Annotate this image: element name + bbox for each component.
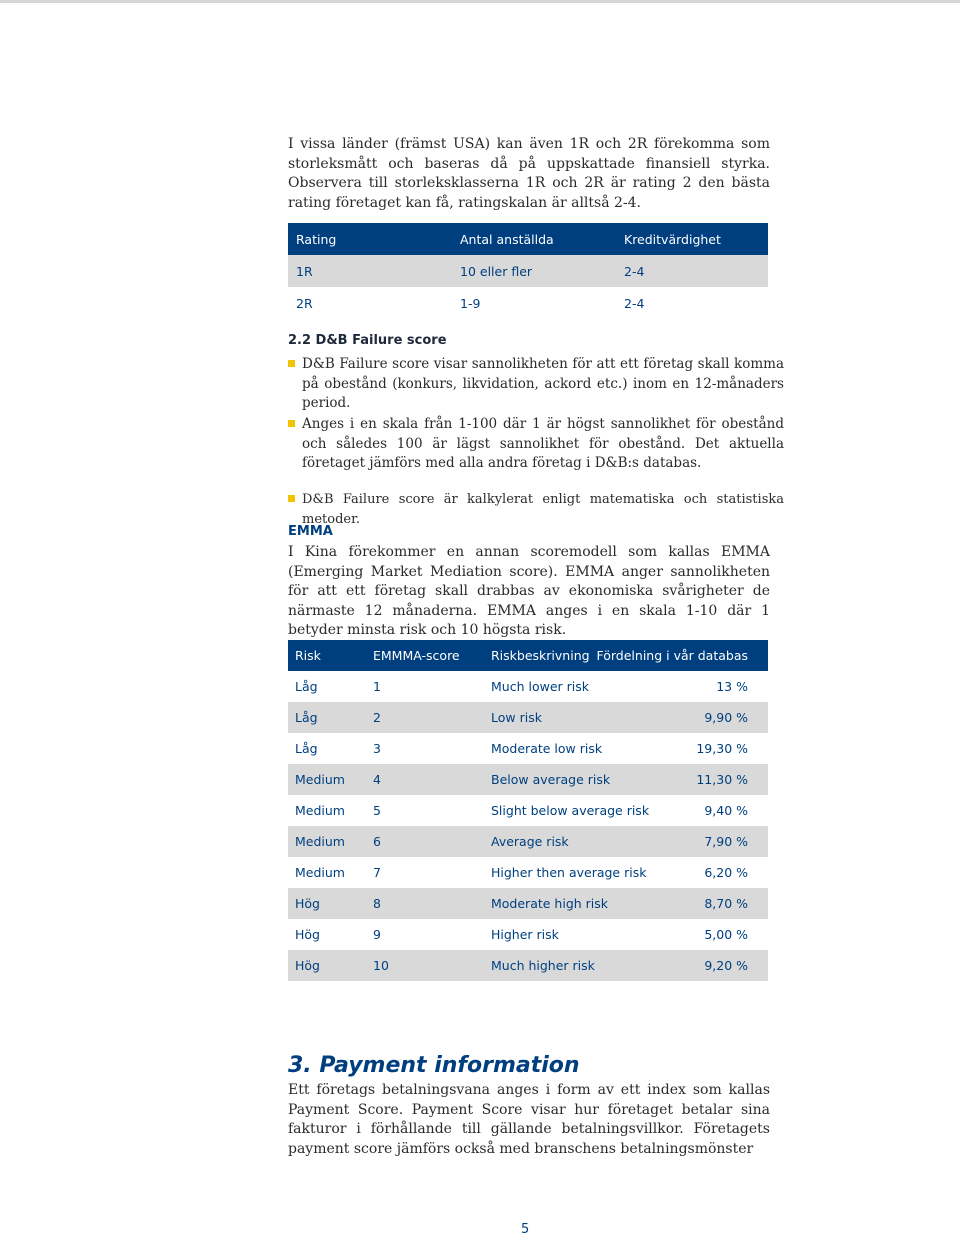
bullet-text: D&B Failure score är kalkylerat enligt matematiska och statistiska metoder.	[302, 492, 784, 527]
cell-risk: Hög	[295, 958, 320, 973]
cell-description: Moderate low risk	[491, 741, 603, 756]
cell-credit: 2-4	[624, 263, 645, 279]
table-row	[288, 950, 768, 981]
cell-score: 5	[373, 803, 381, 818]
cell-distribution: 13 %	[716, 679, 748, 694]
cell-distribution: 7,90 %	[704, 834, 748, 849]
cell-description: Low risk	[491, 710, 542, 725]
cell-description: Much higher risk	[491, 958, 595, 973]
bullet-square-icon	[288, 360, 295, 367]
cell-description: Higher risk	[491, 927, 559, 942]
header-rating: Rating	[296, 231, 337, 247]
header-risk: Risk	[295, 648, 321, 663]
table-row	[288, 671, 768, 702]
cell-risk: Medium	[295, 772, 345, 787]
cell-description: Higher then average risk	[491, 865, 647, 880]
cell-risk: Medium	[295, 803, 345, 818]
emma-heading: EMMA	[288, 524, 333, 539]
header-description: Riskbeskrivning	[491, 648, 590, 663]
list-item	[288, 415, 784, 474]
cell-distribution: 19,30 %	[696, 741, 748, 756]
cell-credit: 2-4	[624, 295, 645, 311]
cell-score: 7	[373, 865, 381, 880]
cell-description: Much lower risk	[491, 679, 589, 694]
table-row	[288, 764, 768, 795]
emma-table	[288, 640, 768, 981]
cell-distribution: 9,40 %	[704, 803, 748, 818]
table-row	[288, 888, 768, 919]
rating-table	[288, 223, 768, 319]
cell-employees: 1-9	[460, 295, 481, 311]
cell-rating: 1R	[296, 263, 313, 279]
header-distribution: Fördelning i vår databas	[596, 648, 748, 663]
cell-description: Average risk	[491, 834, 569, 849]
list-item	[288, 355, 784, 414]
table-row	[288, 287, 768, 319]
table-row	[288, 733, 768, 764]
bullet-text: Anges i en skala från 1-100 där 1 är högst sannolikhet för obestånd och således 100 är lägst sannolikhet för obestånd. Det aktuella företaget jämförs med alla andra företag i D&B:s databas.	[302, 416, 784, 471]
header-credit: Kreditvärdighet	[624, 231, 721, 247]
rating-table-header	[288, 223, 768, 255]
emma-table-header	[288, 640, 768, 671]
header-score: EMMMA-score	[373, 648, 460, 663]
cell-score: 4	[373, 772, 381, 787]
cell-description: Slight below average risk	[491, 803, 650, 818]
cell-risk: Hög	[295, 896, 320, 911]
list-item	[288, 490, 784, 529]
cell-score: 3	[373, 741, 381, 756]
table-row	[288, 826, 768, 857]
table-row	[288, 255, 768, 287]
cell-risk: Låg	[295, 741, 318, 756]
cell-score: 2	[373, 710, 381, 725]
table-row	[288, 702, 768, 733]
cell-description: Moderate high risk	[491, 896, 609, 911]
cell-score: 8	[373, 896, 381, 911]
cell-distribution: 11,30 %	[696, 772, 748, 787]
cell-distribution: 9,90 %	[704, 710, 748, 725]
table-row	[288, 795, 768, 826]
header-employees: Antal anställda	[460, 231, 554, 247]
cell-score: 1	[373, 679, 381, 694]
bullet-square-icon	[288, 420, 295, 427]
failure-heading: 2.2 D&B Failure score	[288, 333, 447, 348]
cell-distribution: 8,70 %	[704, 896, 748, 911]
cell-risk: Låg	[295, 710, 318, 725]
table-row	[288, 919, 768, 950]
emma-paragraph: I Kina förekommer en annan scoremodell som kallas EMMA (Emerging Market Mediation score). EMMA anger sannolikheten för att ett företag skall drabbas av ekonomiska svårigheter de närmaste 12 månaderna. EMMA anges i en skala 1-10 där 1 betyder minsta risk och 10 högsta risk.	[288, 544, 770, 638]
top-rule	[0, 0, 960, 3]
cell-distribution: 6,20 %	[704, 865, 748, 880]
bullet-square-icon	[288, 495, 295, 502]
table-row	[288, 857, 768, 888]
cell-description: Below average risk	[491, 772, 611, 787]
bullet-text: D&B Failure score visar sannolikheten för att ett företag skall komma på obestånd (konkurs, likvidation, ackord etc.) inom en 12-månaders period.	[302, 356, 784, 411]
cell-score: 10	[373, 958, 389, 973]
cell-risk: Medium	[295, 865, 345, 880]
payment-paragraph: Ett företags betalningsvana anges i form av ett index som kallas Payment Score. Payment Score visar hur företaget betalar sina fakturor i förhållande till gällande betalningsvillkor. Företagets payment score jämförs också med branschens betalningsmönster	[288, 1082, 770, 1157]
cell-distribution: 5,00 %	[704, 927, 748, 942]
cell-employees: 10 eller fler	[460, 263, 533, 279]
cell-risk: Hög	[295, 927, 320, 942]
intro-paragraph: I vissa länder (främst USA) kan även 1R och 2R förekomma som storleksmått och baseras då på uppskattade finansiell styrka. Observera till storleksklasserna 1R och 2R är rating 2 den bästa rating företaget kan få, ratingskalan är alltså 2-4.	[288, 136, 770, 211]
cell-risk: Medium	[295, 834, 345, 849]
cell-rating: 2R	[296, 295, 313, 311]
payment-heading: 3. Payment information	[288, 1053, 580, 1078]
cell-risk: Låg	[295, 679, 318, 694]
cell-distribution: 9,20 %	[704, 958, 748, 973]
page-number: 5	[521, 1222, 530, 1237]
cell-score: 9	[373, 927, 381, 942]
cell-score: 6	[373, 834, 381, 849]
